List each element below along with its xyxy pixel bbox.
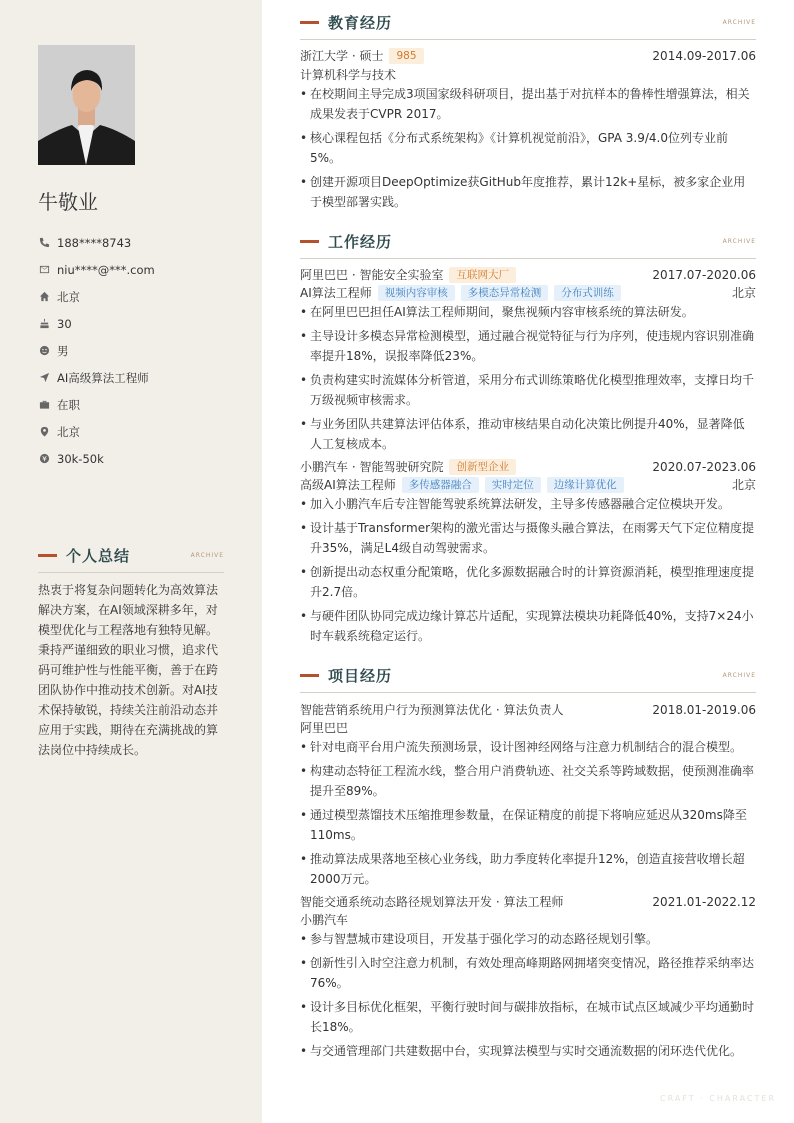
skill-tag: 多传感器融合 — [402, 477, 479, 493]
section-tag: ARCHIVE — [722, 672, 756, 679]
education-bullet: • 在校期间主导完成3项国家级科研项目，提出基于对抗样本的鲁棒性增强算法，相关成果发表于CVPR 2017。 — [300, 84, 756, 124]
section-tag: ARCHIVE — [190, 552, 224, 559]
work-bullet: • 设计基于Transformer架构的激光雷达与摄像头融合算法，在雨雾天气下定位精度提升35%，满足L4级自动驾驶需求。 — [300, 518, 756, 558]
company-name: 小鹏汽车 · 智能驾驶研究院 — [300, 460, 444, 474]
contact-text: 男 — [57, 343, 69, 358]
contact-gender — [38, 337, 238, 364]
work-bullet: • 创新提出动态权重分配策略，优化多源数据融合时的计算资源消耗，模型推理速度提升2.7倍。 — [300, 562, 756, 602]
work-bullet: • 负责构建实时流媒体分析管道，采用分布式训练策略优化模型推理效率，支撑日均千万级视频审核需求。 — [300, 370, 756, 410]
work-header-row — [300, 266, 756, 284]
project-bullet: • 与交通管理部门共建数据中台，实现算法模型与实时交通流数据的闭环迭代优化。 — [300, 1041, 756, 1061]
section-accent-bar — [300, 240, 319, 243]
skill-tag: 分布式训练 — [554, 285, 621, 301]
project-bullet: • 针对电商平台用户流失预测场景，设计图神经网络与注意力机制结合的混合模型。 — [300, 737, 756, 757]
contact-text: 188****8743 — [57, 235, 132, 250]
project-bullet: • 推动算法成果落地至核心业务线，助力季度转化率提升12%，创造直接营收增长超2000万元。 — [300, 849, 756, 889]
project-company: 阿里巴巴 — [300, 721, 349, 735]
project-company-row — [300, 911, 756, 929]
school-name: 浙江大学 · 硕士 — [300, 49, 384, 63]
section-accent-bar — [38, 554, 57, 557]
project-header-row — [300, 701, 756, 719]
cake-icon — [38, 318, 50, 330]
profile-name: 牛敬业 — [38, 190, 98, 214]
job-role: AI算法工程师 — [300, 286, 372, 300]
briefcase-icon — [38, 399, 50, 411]
section-title: 个人总结 — [66, 547, 131, 565]
home-icon — [38, 291, 50, 303]
work-section-header — [300, 231, 756, 252]
education-header-row — [300, 47, 756, 65]
project-date: 2018.01-2019.06 — [652, 703, 756, 717]
section-accent-bar — [300, 674, 319, 677]
work-city: 北京 — [731, 478, 756, 492]
job-role: 高级AI算法工程师 — [300, 478, 396, 492]
project-bullet: • 构建动态特征工程流水线，整合用户消费轨迹、社交关系等跨域数据，使预测准确率提升至89%。 — [300, 761, 756, 801]
contact-list — [38, 229, 238, 472]
skill-tag: 边缘计算优化 — [547, 477, 624, 493]
phone-icon — [38, 237, 50, 249]
skill-tag: 多模态异常检测 — [461, 285, 549, 301]
project-company: 小鹏汽车 — [300, 913, 349, 927]
section-tag: ARCHIVE — [722, 19, 756, 26]
contact-address — [38, 283, 238, 310]
contact-email — [38, 256, 238, 283]
contact-salary — [38, 445, 238, 472]
summary-section-header — [38, 545, 224, 566]
contact-text: niu****@***.com — [57, 262, 155, 277]
contact-position — [38, 364, 238, 391]
project-section-header — [300, 665, 756, 686]
contact-city — [38, 418, 238, 445]
skill-tag: 视频内容审核 — [378, 285, 455, 301]
work-date: 2020.07-2023.06 — [652, 460, 756, 474]
contact-text: 30k-50k — [57, 451, 104, 466]
project-bullet: • 参与智慧城市建设项目，开发基于强化学习的动态路径规划引擎。 — [300, 929, 756, 949]
send-icon — [38, 372, 50, 384]
education-major-row — [300, 66, 756, 84]
section-tag: ARCHIVE — [722, 238, 756, 245]
sidebar — [0, 0, 262, 1123]
work-bullet: • 与硬件团队协同完成边缘计算芯片适配，实现算法模块功耗降低40%，支持7×24小时车载系统稳定运行。 — [300, 606, 756, 646]
project-title: 智能交通系统动态路径规划算法开发 · 算法工程师 — [300, 895, 564, 909]
section-divider — [300, 258, 756, 259]
education-bullet: • 创建开源项目DeepOptimize获GitHub年度推荐，累计12k+星标，被多家企业用于模型部署实践。 — [300, 172, 756, 212]
section-title: 项目经历 — [328, 667, 393, 685]
work-date: 2017.07-2020.06 — [652, 268, 756, 282]
work-bullet: • 加入小鹏汽车后专注智能驾驶系统算法研发，主导多传感器融合定位模块开发。 — [300, 494, 756, 514]
section-accent-bar — [300, 21, 319, 24]
education-section-header — [300, 12, 756, 33]
education-bullet: • 核心课程包括《分布式系统架构》《计算机视觉前沿》，GPA 3.9/4.0位列专业前5%。 — [300, 128, 756, 168]
section-title: 教育经历 — [328, 14, 393, 32]
section-divider — [300, 692, 756, 693]
project-date: 2021.01-2022.12 — [652, 895, 756, 909]
watermark: CRAFT · CHARACTER — [660, 1094, 776, 1103]
project-bullet: • 通过模型蒸馏技术压缩推理参数量，在保证精度的前提下将响应延迟从320ms降至110ms。 — [300, 805, 756, 845]
contact-text: 30 — [57, 316, 72, 331]
school-badge: 985 — [389, 48, 423, 64]
location-pin-icon — [38, 426, 50, 438]
skill-tag: 实时定位 — [485, 477, 541, 493]
salary-icon — [38, 453, 50, 465]
contact-text: AI高级算法工程师 — [57, 370, 149, 385]
contact-text: 在职 — [57, 397, 80, 412]
education-date: 2014.09-2017.06 — [652, 49, 756, 63]
contact-age — [38, 310, 238, 337]
company-badge: 互联网大厂 — [449, 267, 516, 283]
project-bullet: • 创新性引入时空注意力机制，有效处理高峰期路网拥堵突变情况，路径推荐采纳率达76%。 — [300, 953, 756, 993]
work-role-row — [300, 476, 756, 494]
mail-icon — [38, 264, 50, 276]
work-bullet: • 与业务团队共建算法评估体系，推动审核结果自动化决策比例提升40%，显著降低人工复核成本。 — [300, 414, 756, 454]
project-header-row — [300, 893, 756, 911]
section-title: 工作经历 — [328, 233, 393, 251]
work-header-row — [300, 458, 756, 476]
work-bullet: • 在阿里巴巴担任AI算法工程师期间，聚焦视频内容审核系统的算法研发。 — [300, 302, 756, 322]
project-bullet: • 设计多目标优化框架，平衡行驶时间与碳排放指标，在城市试点区域减少平均通勤时长18%。 — [300, 997, 756, 1037]
contact-status — [38, 391, 238, 418]
project-company-row — [300, 719, 756, 737]
work-bullet: • 主导设计多模态异常检测模型，通过融合视觉特征与行为序列，使违规内容识别准确率提升18%，误报率降低23%。 — [300, 326, 756, 366]
company-badge: 创新型企业 — [449, 459, 516, 475]
contact-phone — [38, 229, 238, 256]
project-title: 智能营销系统用户行为预测算法优化 · 算法负责人 — [300, 703, 564, 717]
section-divider — [300, 39, 756, 40]
work-role-row — [300, 284, 756, 302]
gender-icon — [38, 345, 50, 357]
section-divider — [38, 572, 224, 573]
profile-photo — [38, 45, 135, 165]
contact-text: 北京 — [57, 289, 80, 304]
education-major: 计算机科学与技术 — [300, 68, 397, 82]
work-city: 北京 — [731, 286, 756, 300]
company-name: 阿里巴巴 · 智能安全实验室 — [300, 268, 444, 282]
summary-text: 热衷于将复杂问题转化为高效算法解决方案，在AI领域深耕多年，对模型优化与工程落地有独特见解。秉持严谨细致的职业习惯，追求代码可维护性与性能平衡，善于在跨团队协作中推动技术创新。对AI技术保持敏锐，持续关注前沿动态并应用于实践，期待在充满挑战的算法岗位中持续成长。 — [38, 583, 219, 757]
contact-text: 北京 — [57, 424, 80, 439]
